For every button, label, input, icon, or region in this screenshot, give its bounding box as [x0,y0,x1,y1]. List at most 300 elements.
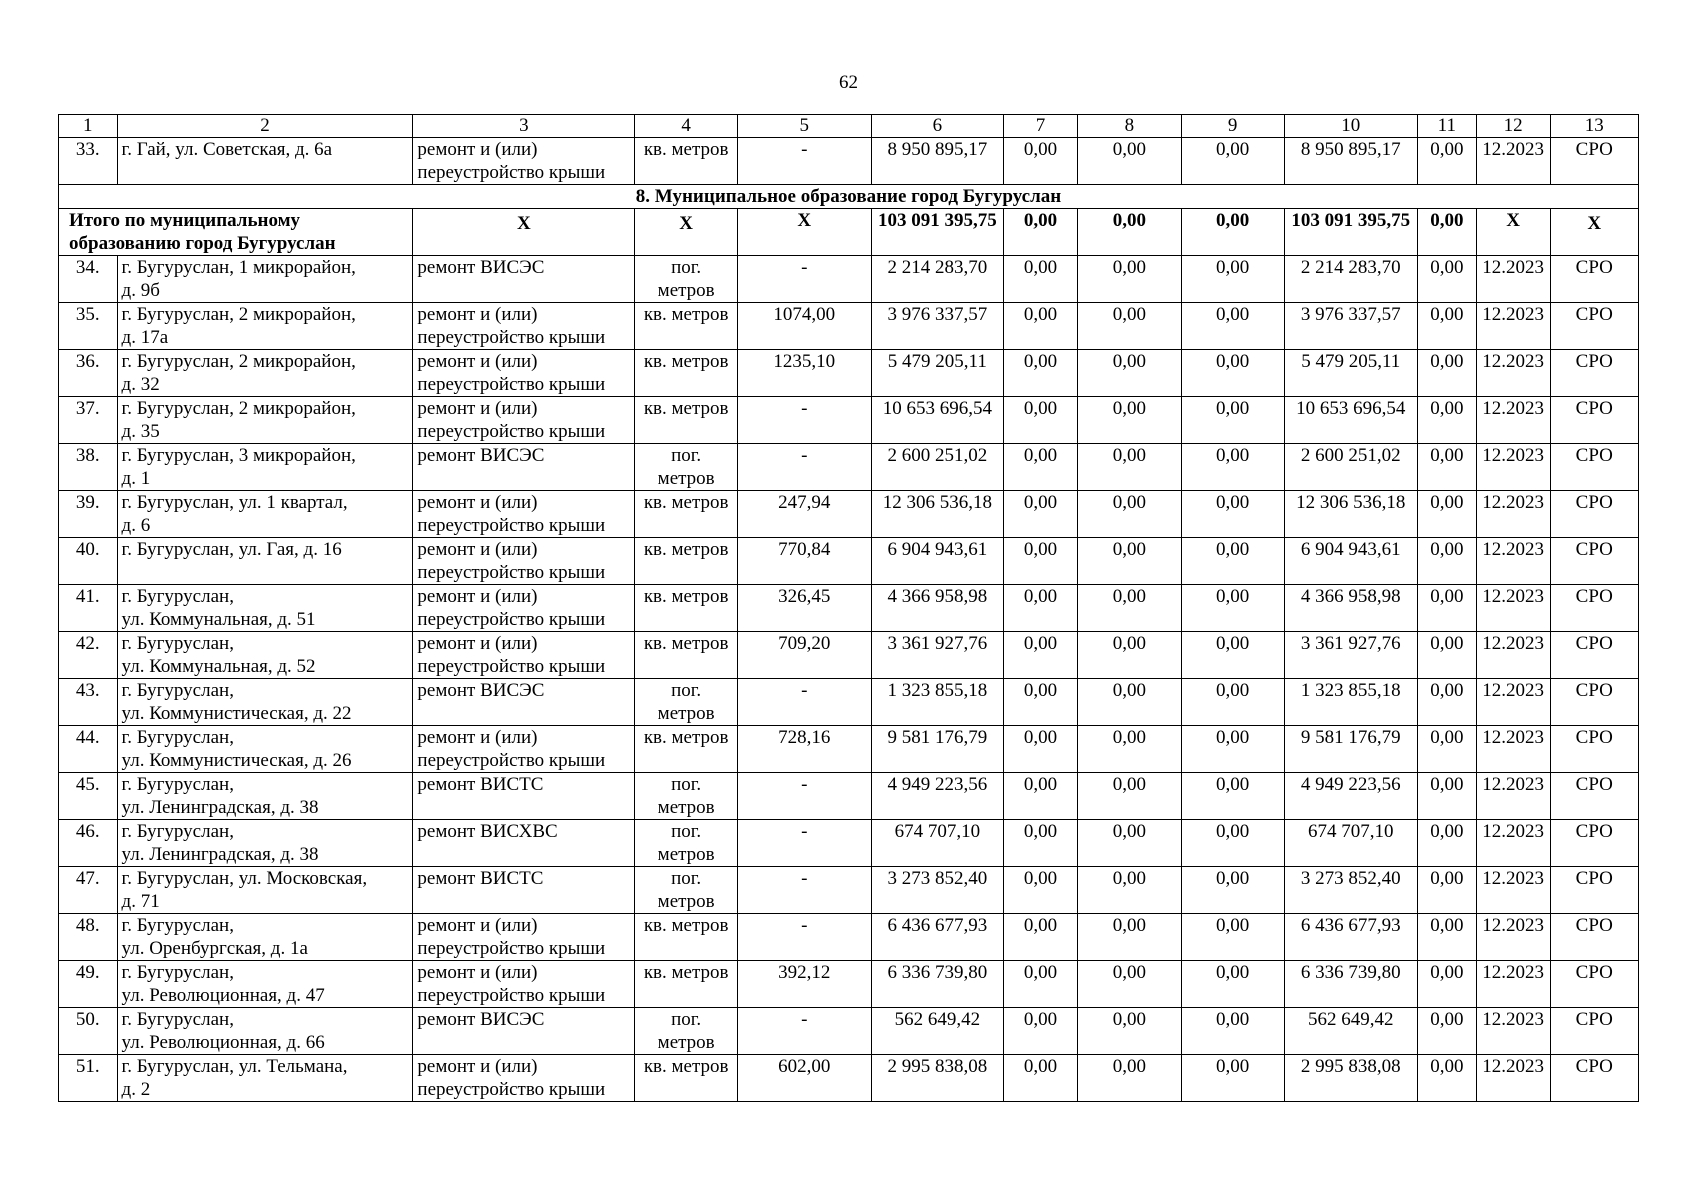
address-cell [117,726,413,773]
address-cell-line: д. 1 [121,468,151,489]
address-cell [117,585,413,632]
area-cell: - [738,138,872,185]
other-funds-cell: 0,00 [1418,303,1477,350]
organization-cell: СРО [1550,444,1638,491]
table-row [59,585,1639,632]
work-type-cell-line: ремонт и (или) [417,586,538,607]
total-cost-cell: 562 649,42 [871,1008,1004,1055]
deadline-cell: 12.2023 [1476,256,1550,303]
unit-cell [635,679,738,726]
row-number-cell: 44. [59,726,118,773]
column-number-cell: 7 [1004,115,1078,138]
address-cell-line: г. Бугуруслан, [121,680,234,701]
organization-cell: СРО [1550,1055,1638,1102]
work-type-cell-line: ремонт ВИСТС [417,868,544,889]
column-number-cell: 4 [635,115,738,138]
address-cell-line: г. Бугуруслан, 2 микрорайон, [121,398,356,419]
total-work-type-cell: Х [413,209,635,256]
column-number-cell: 13 [1550,115,1638,138]
other-funds-cell: 0,00 [1418,773,1477,820]
work-type-cell-line: ремонт и (или) [417,727,538,748]
total-label-cell-line: Итого по муниципальному [69,210,301,231]
federal-funds-cell: 0,00 [1004,491,1078,538]
address-cell-line: г. Бугуруслан, [121,915,234,936]
address-cell-line: г. Бугуруслан, 3 микрорайон, [121,445,356,466]
work-type-cell-line: ремонт ВИСЭС [417,257,545,278]
row-number-cell: 45. [59,773,118,820]
regional-funds-cell: 0,00 [1078,679,1182,726]
regional-funds-cell: 0,00 [1078,820,1182,867]
column-number-cell: 3 [413,115,635,138]
address-cell [117,397,413,444]
work-type-cell-line: переустройство крыши [417,162,606,183]
unit-cell [635,961,738,1008]
deadline-cell: 12.2023 [1476,397,1550,444]
federal-funds-cell: 0,00 [1004,914,1078,961]
regional-funds-cell: 0,00 [1078,726,1182,773]
total-cost-cell: 1 323 855,18 [871,679,1004,726]
work-type-cell [413,350,635,397]
organization-cell: СРО [1550,350,1638,397]
regional-funds-cell: 0,00 [1078,397,1182,444]
organization-cell: СРО [1550,632,1638,679]
row-number-cell: 35. [59,303,118,350]
work-type-cell-line: ремонт ВИСЭС [417,680,545,701]
work-type-cell [413,138,635,185]
owner-funds-cell: 3 361 927,76 [1284,632,1418,679]
area-cell: - [738,914,872,961]
other-funds-cell: 0,00 [1418,961,1477,1008]
deadline-cell: 12.2023 [1476,1008,1550,1055]
work-type-cell-line: переустройство крыши [417,1079,606,1100]
unit-cell-line: пог. [671,1009,702,1030]
organization-cell: СРО [1550,303,1638,350]
unit-cell [635,867,738,914]
address-cell-line: г. Бугуруслан, ул. Московская, [121,868,368,889]
total-cost-cell: 9 581 176,79 [871,726,1004,773]
federal-funds-cell: 0,00 [1004,632,1078,679]
row-number-cell: 51. [59,1055,118,1102]
deadline-cell: 12.2023 [1476,585,1550,632]
local-funds-cell: 0,00 [1181,538,1284,585]
work-type-cell-line: ремонт ВИСТС [417,774,544,795]
work-type-cell-line: ремонт и (или) [417,398,538,419]
other-funds-cell: 0,00 [1418,914,1477,961]
deadline-cell: 12.2023 [1476,538,1550,585]
work-type-cell-line: ремонт и (или) [417,139,538,160]
other-funds-cell: 0,00 [1418,397,1477,444]
work-type-cell [413,632,635,679]
unit-cell-line: кв. метров [643,915,729,936]
local-funds-cell: 0,00 [1181,256,1284,303]
unit-cell-line: метров [657,844,715,865]
total-cost-cell: 8 950 895,17 [871,138,1004,185]
unit-cell-line: кв. метров [643,727,729,748]
work-type-cell [413,538,635,585]
total-owner-cell: 103 091 395,75 [1284,209,1418,256]
unit-cell-line: метров [657,891,715,912]
table-row [59,444,1639,491]
organization-cell: СРО [1550,726,1638,773]
unit-cell-line: метров [657,280,715,301]
federal-funds-cell: 0,00 [1004,397,1078,444]
organization-cell: СРО [1550,961,1638,1008]
area-cell: 1074,00 [738,303,872,350]
unit-cell-line: кв. метров [643,492,729,513]
work-type-cell-line: ремонт ВИСХВС [417,821,558,842]
work-type-cell [413,773,635,820]
row-number-cell: 49. [59,961,118,1008]
local-funds-cell: 0,00 [1181,679,1284,726]
total-other-cell: 0,00 [1418,209,1477,256]
work-type-cell-line: ремонт и (или) [417,915,538,936]
total-deadline-cell: Х [1476,209,1550,256]
address-cell [117,303,413,350]
table-row [59,632,1639,679]
table-row [59,914,1639,961]
local-funds-cell: 0,00 [1181,138,1284,185]
total-cost-cell: 10 653 696,54 [871,397,1004,444]
unit-cell-line: кв. метров [643,304,729,325]
regional-funds-cell: 0,00 [1078,867,1182,914]
work-type-cell-line: переустройство крыши [417,374,606,395]
address-cell-line: д. 32 [121,374,160,395]
column-number-row [59,115,1639,138]
total-row [59,209,1639,256]
other-funds-cell: 0,00 [1418,138,1477,185]
total-label-cell [59,209,413,256]
deadline-cell: 12.2023 [1476,303,1550,350]
work-type-cell-line: ремонт и (или) [417,304,538,325]
area-cell: 602,00 [738,1055,872,1102]
table-row [59,491,1639,538]
unit-cell-line: пог. [671,868,702,889]
other-funds-cell: 0,00 [1418,491,1477,538]
total-cost-cell: 6 436 677,93 [871,914,1004,961]
other-funds-cell: 0,00 [1418,726,1477,773]
local-funds-cell: 0,00 [1181,726,1284,773]
federal-funds-cell: 0,00 [1004,538,1078,585]
other-funds-cell: 0,00 [1418,256,1477,303]
local-funds-cell: 0,00 [1181,350,1284,397]
table-row [59,773,1639,820]
work-type-cell [413,397,635,444]
area-cell: - [738,820,872,867]
local-funds-cell: 0,00 [1181,491,1284,538]
unit-cell-line: метров [657,703,715,724]
unit-cell-line: кв. метров [643,539,729,560]
table-row [59,867,1639,914]
work-type-cell [413,726,635,773]
federal-funds-cell: 0,00 [1004,350,1078,397]
section-title: 8. Муниципальное образование город Бугуруслан [59,185,1639,209]
deadline-cell: 12.2023 [1476,1055,1550,1102]
regional-funds-cell: 0,00 [1078,491,1182,538]
row-number-cell: 47. [59,867,118,914]
unit-cell-line: кв. метров [643,351,729,372]
federal-funds-cell: 0,00 [1004,303,1078,350]
total-cost-cell: 5 479 205,11 [871,350,1004,397]
local-funds-cell: 0,00 [1181,773,1284,820]
address-cell-line: д. 9б [121,280,160,301]
address-cell-line: ул. Революционная, д. 47 [121,985,325,1006]
deadline-cell: 12.2023 [1476,491,1550,538]
deadline-cell: 12.2023 [1476,444,1550,491]
column-number-cell: 10 [1284,115,1418,138]
address-cell [117,632,413,679]
total-label-cell-line: образованию город Бугуруслан [69,233,336,254]
row-number-cell: 50. [59,1008,118,1055]
organization-cell: СРО [1550,679,1638,726]
federal-funds-cell: 0,00 [1004,138,1078,185]
area-cell: 392,12 [738,961,872,1008]
unit-cell [635,914,738,961]
address-cell-line: г. Бугуруслан, 2 микрорайон, [121,304,356,325]
address-cell-line: г. Бугуруслан, [121,821,234,842]
address-cell [117,491,413,538]
address-cell [117,350,413,397]
regional-funds-cell: 0,00 [1078,138,1182,185]
regional-funds-cell: 0,00 [1078,961,1182,1008]
table-row [59,397,1639,444]
section-row [59,185,1639,209]
address-cell [117,138,413,185]
unit-cell [635,632,738,679]
address-cell-line: г. Гай, ул. Советская, д. 6а [121,139,333,160]
total-cost-cell: 674 707,10 [871,820,1004,867]
column-number-cell: 6 [871,115,1004,138]
row-number-cell: 38. [59,444,118,491]
local-funds-cell: 0,00 [1181,444,1284,491]
total-regional-cell: 0,00 [1078,209,1182,256]
regional-funds-cell: 0,00 [1078,1008,1182,1055]
unit-cell-line: пог. [671,445,702,466]
unit-cell [635,444,738,491]
federal-funds-cell: 0,00 [1004,1008,1078,1055]
area-cell: 709,20 [738,632,872,679]
other-funds-cell: 0,00 [1418,1055,1477,1102]
owner-funds-cell: 562 649,42 [1284,1008,1418,1055]
table-row [59,350,1639,397]
row-number-cell: 46. [59,820,118,867]
deadline-cell: 12.2023 [1476,679,1550,726]
work-type-cell [413,444,635,491]
address-cell-line: д. 17а [121,327,169,348]
other-funds-cell: 0,00 [1418,867,1477,914]
area-cell: - [738,256,872,303]
row-number-cell: 41. [59,585,118,632]
area-cell: - [738,397,872,444]
local-funds-cell: 0,00 [1181,397,1284,444]
row-number-cell: 48. [59,914,118,961]
unit-cell [635,1008,738,1055]
address-cell-line: д. 35 [121,421,160,442]
unit-cell-line: пог. [671,774,702,795]
local-funds-cell: 0,00 [1181,867,1284,914]
federal-funds-cell: 0,00 [1004,726,1078,773]
row-number-cell: 42. [59,632,118,679]
table-row [59,138,1639,185]
federal-funds-cell: 0,00 [1004,867,1078,914]
deadline-cell: 12.2023 [1476,350,1550,397]
deadline-cell: 12.2023 [1476,961,1550,1008]
address-cell-line: ул. Ленинградская, д. 38 [121,797,319,818]
work-type-cell-line: ремонт ВИСЭС [417,1009,545,1030]
owner-funds-cell: 3 976 337,57 [1284,303,1418,350]
unit-cell-line: кв. метров [643,586,729,607]
area-cell: - [738,773,872,820]
unit-cell [635,350,738,397]
address-cell-line: г. Бугуруслан, [121,1009,234,1030]
address-cell-line: ул. Коммунальная, д. 52 [121,656,316,677]
owner-funds-cell: 2 600 251,02 [1284,444,1418,491]
work-type-cell-line: ремонт и (или) [417,351,538,372]
unit-cell-line: метров [657,797,715,818]
work-type-cell [413,914,635,961]
local-funds-cell: 0,00 [1181,585,1284,632]
area-cell: 1235,10 [738,350,872,397]
address-cell-line: ул. Коммунистическая, д. 26 [121,750,352,771]
owner-funds-cell: 8 950 895,17 [1284,138,1418,185]
owner-funds-cell: 5 479 205,11 [1284,350,1418,397]
local-funds-cell: 0,00 [1181,632,1284,679]
other-funds-cell: 0,00 [1418,1008,1477,1055]
address-cell [117,538,413,585]
organization-cell: СРО [1550,138,1638,185]
column-number-cell: 8 [1078,115,1182,138]
address-cell [117,820,413,867]
address-cell [117,1055,413,1102]
unit-cell [635,773,738,820]
regional-funds-cell: 0,00 [1078,632,1182,679]
unit-cell [635,1055,738,1102]
local-funds-cell: 0,00 [1181,914,1284,961]
local-funds-cell: 0,00 [1181,820,1284,867]
organization-cell: СРО [1550,585,1638,632]
deadline-cell: 12.2023 [1476,138,1550,185]
total-organization-cell: Х [1550,209,1638,256]
address-cell-line: ул. Коммунистическая, д. 22 [121,703,352,724]
organization-cell: СРО [1550,867,1638,914]
owner-funds-cell: 6 904 943,61 [1284,538,1418,585]
unit-cell-line: пог. [671,257,702,278]
address-cell-line: д. 6 [121,515,151,536]
area-cell: - [738,1008,872,1055]
table-row [59,820,1639,867]
owner-funds-cell: 6 336 739,80 [1284,961,1418,1008]
row-number-cell: 36. [59,350,118,397]
organization-cell: СРО [1550,773,1638,820]
owner-funds-cell: 6 436 677,93 [1284,914,1418,961]
local-funds-cell: 0,00 [1181,961,1284,1008]
work-type-cell [413,1055,635,1102]
column-number-cell: 5 [738,115,872,138]
work-type-cell [413,961,635,1008]
address-cell-line: г. Бугуруслан, [121,727,234,748]
organization-cell: СРО [1550,914,1638,961]
column-number-cell: 2 [117,115,413,138]
regional-funds-cell: 0,00 [1078,1055,1182,1102]
address-cell [117,867,413,914]
address-cell [117,1008,413,1055]
area-cell: - [738,679,872,726]
address-cell-line: д. 2 [121,1079,151,1100]
address-cell-line: г. Бугуруслан, ул. 1 квартал, [121,492,348,513]
total-cost-cell: 4 366 958,98 [871,585,1004,632]
total-federal-cell: 0,00 [1004,209,1078,256]
local-funds-cell: 0,00 [1181,1055,1284,1102]
area-cell: 728,16 [738,726,872,773]
address-cell-line: г. Бугуруслан, [121,633,234,654]
address-cell-line: ул. Оренбургская, д. 1а [121,938,308,959]
regional-funds-cell: 0,00 [1078,585,1182,632]
table-row [59,538,1639,585]
work-type-cell [413,491,635,538]
total-local-cell: 0,00 [1181,209,1284,256]
federal-funds-cell: 0,00 [1004,444,1078,491]
row-number-cell: 37. [59,397,118,444]
other-funds-cell: 0,00 [1418,820,1477,867]
row-number-cell: 34. [59,256,118,303]
work-type-cell [413,820,635,867]
deadline-cell: 12.2023 [1476,773,1550,820]
table-row [59,256,1639,303]
column-number-cell: 1 [59,115,118,138]
column-number-cell: 11 [1418,115,1477,138]
deadline-cell: 12.2023 [1476,726,1550,773]
area-cell: 770,84 [738,538,872,585]
regional-funds-cell: 0,00 [1078,914,1182,961]
column-number-cell: 12 [1476,115,1550,138]
row-number-cell: 33. [59,138,118,185]
federal-funds-cell: 0,00 [1004,773,1078,820]
federal-funds-cell: 0,00 [1004,256,1078,303]
federal-funds-cell: 0,00 [1004,820,1078,867]
owner-funds-cell: 2 995 838,08 [1284,1055,1418,1102]
owner-funds-cell: 9 581 176,79 [1284,726,1418,773]
unit-cell-line: пог. [671,821,702,842]
unit-cell-line: кв. метров [643,398,729,419]
address-cell [117,256,413,303]
address-cell-line: г. Бугуруслан, [121,962,234,983]
work-type-cell-line: переустройство крыши [417,985,606,1006]
unit-cell [635,538,738,585]
work-type-cell-line: ремонт и (или) [417,1056,538,1077]
unit-cell [635,726,738,773]
owner-funds-cell: 10 653 696,54 [1284,397,1418,444]
regional-funds-cell: 0,00 [1078,444,1182,491]
address-cell-line: г. Бугуруслан, [121,586,234,607]
total-cost-cell: 2 995 838,08 [871,1055,1004,1102]
regional-funds-cell: 0,00 [1078,773,1182,820]
work-type-cell-line: переустройство крыши [417,327,606,348]
other-funds-cell: 0,00 [1418,538,1477,585]
address-cell-line: ул. Ленинградская, д. 38 [121,844,319,865]
owner-funds-cell: 4 366 958,98 [1284,585,1418,632]
federal-funds-cell: 0,00 [1004,679,1078,726]
unit-cell [635,138,738,185]
owner-funds-cell: 2 214 283,70 [1284,256,1418,303]
work-type-cell-line: переустройство крыши [417,609,606,630]
address-cell-line: г. Бугуруслан, 1 микрорайон, [121,257,356,278]
row-number-cell: 39. [59,491,118,538]
work-type-cell [413,1008,635,1055]
total-area-cell: Х [738,209,872,256]
federal-funds-cell: 0,00 [1004,1055,1078,1102]
address-cell [117,444,413,491]
local-funds-cell: 0,00 [1181,1008,1284,1055]
unit-cell [635,585,738,632]
